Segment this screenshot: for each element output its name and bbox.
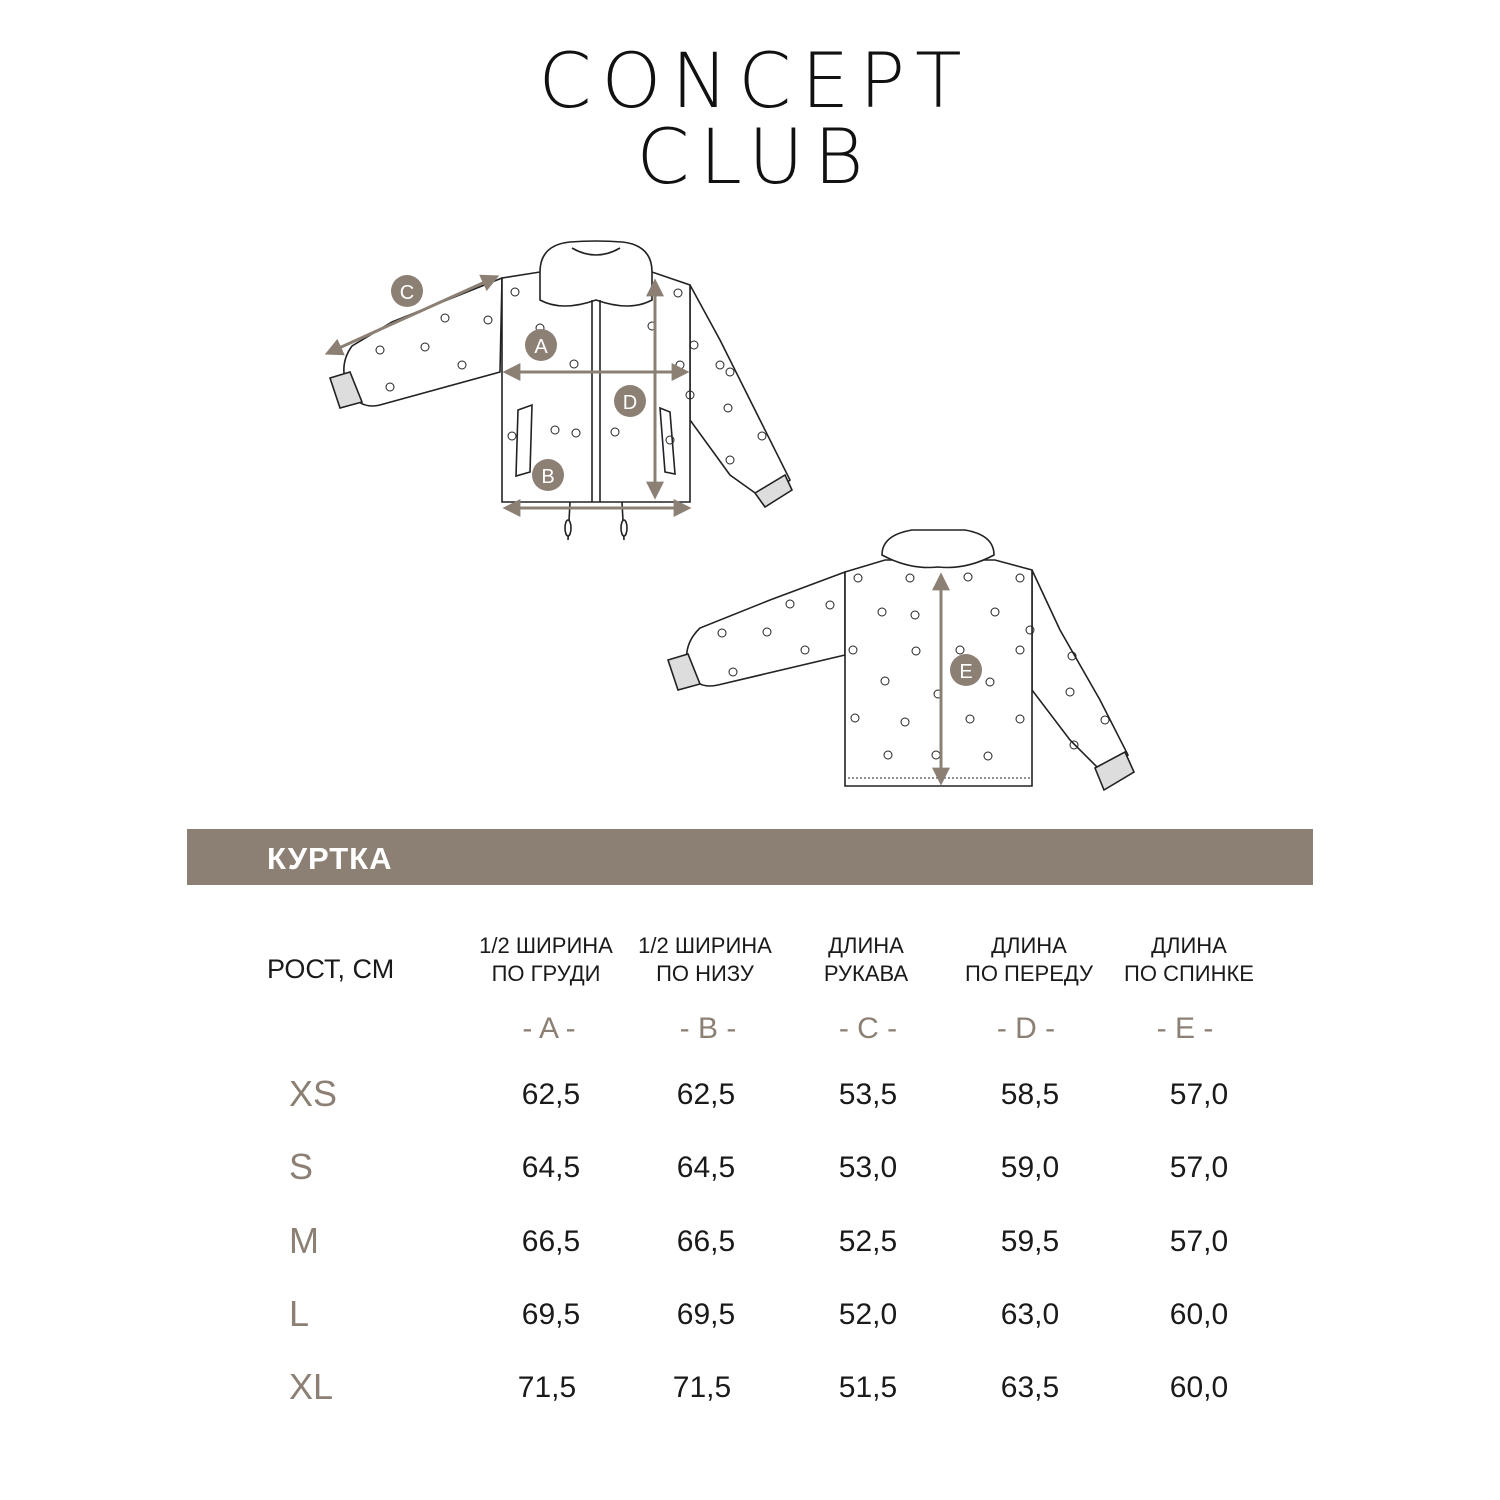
svg-text:A: A (534, 336, 548, 358)
column-header-line: ДЛИНА (991, 933, 1067, 958)
column-header-bottom (620, 932, 790, 988)
value-cell: 59,5 (1000, 1225, 1060, 1258)
svg-text:B: B (541, 466, 555, 488)
value-cell: 57,0 (1169, 1225, 1229, 1258)
column-header-front-length (944, 932, 1114, 988)
value-cell: 63,0 (1000, 1298, 1060, 1331)
column-header-line: ПО НИЗУ (656, 961, 754, 986)
column-header-line: ПО ПЕРЕДУ (965, 961, 1093, 986)
value-cell: 57,0 (1169, 1151, 1229, 1184)
svg-text:D: D (622, 392, 638, 414)
label-b-badge (532, 459, 564, 491)
size-label: XL (289, 1366, 334, 1407)
column-code-e: - E - (1156, 1012, 1214, 1045)
value-cell: 60,0 (1169, 1371, 1229, 1404)
brand-line-2: CLUB (636, 112, 874, 201)
size-label: XS (289, 1073, 338, 1114)
row-header-label: РОСТ, СМ (267, 954, 395, 984)
value-cell: 51,5 (838, 1371, 898, 1404)
column-code-a: - A - (522, 1012, 576, 1045)
value-cell: 62,5 (521, 1078, 581, 1111)
column-header-line: 1/2 ШИРИНА (638, 933, 772, 958)
column-header-chest (461, 932, 631, 988)
label-a-badge (525, 329, 557, 361)
value-cell: 64,5 (676, 1151, 736, 1184)
label-d-badge (614, 385, 646, 417)
value-cell: 52,5 (838, 1225, 898, 1258)
column-header-line: ДЛИНА (828, 933, 904, 958)
size-label: M (289, 1220, 319, 1261)
column-header-line: ПО ГРУДИ (491, 961, 601, 986)
value-cell: 53,5 (838, 1078, 898, 1111)
column-header-line: 1/2 ШИРИНА (479, 933, 613, 958)
column-code-d: - D - (996, 1012, 1056, 1045)
label-e-badge (950, 654, 982, 686)
value-cell: 63,5 (1000, 1371, 1060, 1404)
column-header-back-length (1104, 932, 1274, 988)
value-cell: 58,5 (1000, 1078, 1060, 1111)
svg-text:C: C (399, 282, 415, 304)
column-code-c: - C - (838, 1012, 898, 1045)
jacket-back-view (668, 530, 1134, 790)
column-code-b: - B - (679, 1012, 737, 1045)
section-header-band (187, 829, 1313, 885)
value-cell: 52,0 (838, 1298, 898, 1331)
size-label: L (289, 1293, 310, 1334)
value-cell: 69,5 (521, 1298, 581, 1331)
value-cell: 60,0 (1169, 1298, 1229, 1331)
label-c-badge (391, 275, 423, 307)
value-cell: 53,0 (838, 1151, 898, 1184)
size-label: S (289, 1146, 314, 1187)
column-header-line: РУКАВА (823, 961, 909, 986)
value-cell: 71,5 (517, 1371, 577, 1404)
value-cell: 57,0 (1169, 1078, 1229, 1111)
value-cell: 62,5 (676, 1078, 736, 1111)
value-cell: 66,5 (521, 1225, 581, 1258)
brand-line-1: CONCEPT (538, 36, 972, 125)
column-header-line: ДЛИНА (1151, 933, 1227, 958)
value-cell: 69,5 (676, 1298, 736, 1331)
column-header-sleeve (781, 932, 951, 988)
value-cell: 66,5 (676, 1225, 736, 1258)
value-cell: 59,0 (1000, 1151, 1060, 1184)
value-cell: 64,5 (521, 1151, 581, 1184)
section-title: КУРТКА (267, 841, 393, 876)
svg-text:E: E (959, 661, 973, 683)
value-cell: 71,5 (672, 1371, 732, 1404)
column-header-line: ПО СПИНКЕ (1124, 961, 1254, 986)
